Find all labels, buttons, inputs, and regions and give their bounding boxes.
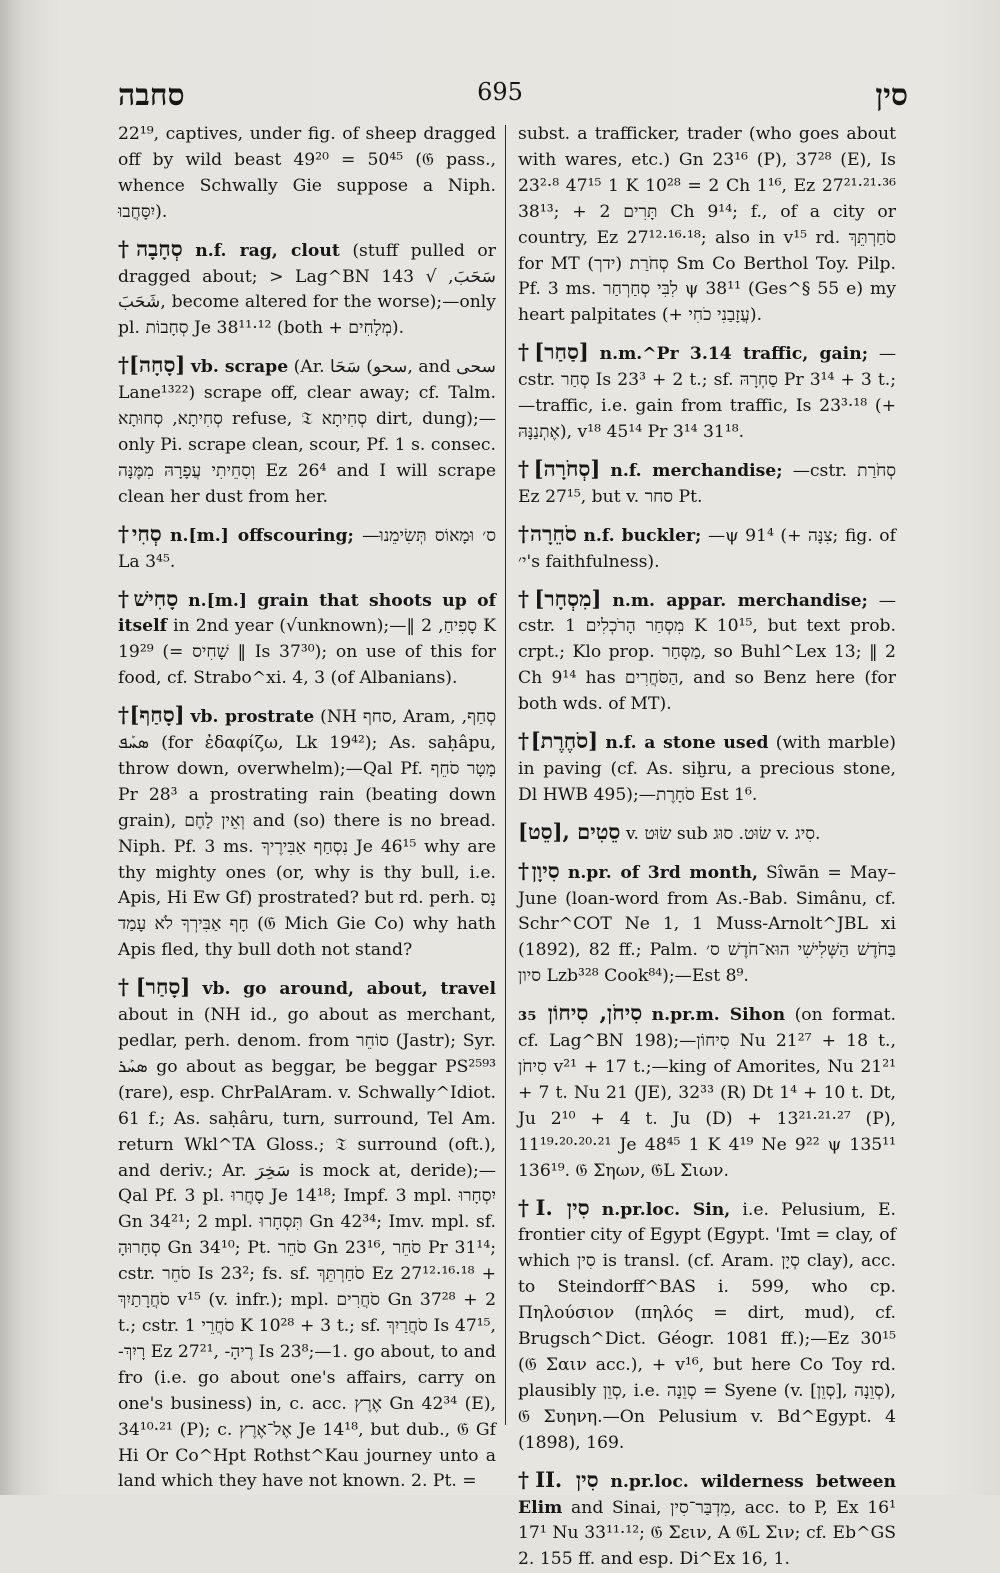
entry-headword: †סֹחֵרָה	[518, 520, 577, 546]
entry-grammar: n.f. rag, clout	[195, 240, 340, 261]
entry-body: (stuff pulled or dragged about; > Lag^BN 143 √ سَحَبَ, شَحَبَ, become altered for the worse);—only pl. סְחָבוֹת Je 38¹¹·¹² (both + מְלָחִים).	[118, 240, 496, 339]
page-number: 695	[477, 78, 523, 106]
dictionary-entry	[518, 456, 896, 511]
entry-headword: †סְחִי	[118, 520, 162, 546]
entry-grammar: vb. scrape	[190, 357, 289, 378]
dictionary-entry	[118, 974, 496, 1495]
entry-headword: †סְחָבָה	[118, 235, 183, 261]
entry-grammar: n.pr.loc. wilderness between Elim	[518, 1471, 896, 1518]
entry-headword: †[סָחַר]	[118, 974, 191, 1000]
dictionary-entry	[518, 858, 896, 991]
dictionary-entry	[518, 339, 896, 446]
right-running-head: סין	[875, 78, 908, 113]
entry-grammar: n.pr.m. Sihon	[651, 1005, 786, 1026]
dictionary-entry	[518, 586, 896, 719]
entry-body: and Sinai, מִדְבַּר־סִין, acc. to P, Ex 16¹ 17¹ Nu 33¹¹·¹²; 𝔊 Σειν, A 𝔊L Σιν; cf. Eb^GS 2. 155 ff. and esp. Di^Ex 16, 1.	[518, 1497, 897, 1570]
left-column	[118, 122, 497, 1492]
entry-headword: †[מִסְחָר]	[518, 585, 602, 611]
entry-body: about in (NH id., go about as merchant, pedlar, perh. denom. from סוֹחֵר (Jastr); Syr. ܣܚܰܪ go about as beggar, be beggar PS²⁵⁹³ (rare), esp. ChrPalAram. v. Schwally^Idiot. 61 f.; As. saḥâru, turn, surround, Tel Am. return Wkl^TA Gloss.; 𝔗 surround (oft.), and deriv.; Ar. سَخِرَ is mock at, deride);—Qal Pf. 3 pl. סָחֲרוּ Je 14¹⁸; Impf. 3 mpl. יִסְחָרוּ Gn 34²¹; 2 mpl. תִּסְחָרוּ Gn 42³⁴; Imv. mpl. sf. סְחָרוּהָ Gn 34¹⁰; Pt. סֹחֵר Gn 23¹⁶, סֹחֵר Pr 31¹⁴; cstr. סֹחֵר Is 23²; fs. sf. סֹחַרְתֵּךְ Ez 27¹²·¹⁶·¹⁸ + סֹחֲרָתַיִךְ v¹⁵ (v. infr.); mpl. סֹחֲרִים Gn 37²⁸ + 2 t.; cstr. סֹחֲרֵי 1 K 10²⁸ + 3 t.; sf. סֹחֲרַיִךְ Is 47¹⁵, -רָיִךְ Ez 27²¹, -רֶיהָ Is 23⁸;—1. go about, to and fro (i.e. go about one's affairs, carry on one's business) in, c. acc. אֶרֶץ Gn 42³⁴ (E), 34¹⁰·²¹ (P); c. אֶל־אֶרֶץ Je 14¹⁸, but dub., 𝔊 Gf Hi Or Co^Hpt Rothst^Kau journey unto a land which they have not known. 2. Pt. =	[118, 1005, 497, 1492]
dictionary-entry	[118, 352, 496, 510]
entry-grammar: vb. prostrate	[190, 707, 315, 728]
entry-headword: †סָחִישׁ	[118, 585, 179, 611]
entry-body: —cstr. סְחַר Is 23³ + 2 t.; sf. סַחְרָהּ Pr 3¹⁴ + 3 t.;—traffic, i.e. gain from traffic, Is 23³·¹⁸ (+ אֶתְנַנָּהּ), v¹⁸ 45¹⁴ Pr 3¹⁴ 31¹⁸.	[518, 344, 896, 442]
entry-grammar: n.f. buckler;	[583, 525, 702, 546]
dictionary-entry	[518, 1467, 896, 1573]
dictionary-entry	[118, 586, 496, 693]
entry-body: (NH סחף, Aram, סְחַף, ܣܚܰܦ (for ἐδαφίζω, Lk 19⁴²); As. saḥâpu, throw down, overwhelm);—Qal Pf. מָטָר סֹחֵף Pr 28³ a prostrating rain (beating down grain), וְאֵין לָחֶם and (so) there is no bread. Niph. Pf. 3 ms. נִסְחַף אַבִּירֶיךָ Je 46¹⁵ why are thy mighty ones (or, why is thy bull, i.e. Apis, Hi Ew Gf) prostrated? but rd. perh. נָס חָף אַבִּירְךָ לֹא עָמַד (𝔊 Mich Gie Co) why hath Apis fled, thy bull doth not stand?	[118, 707, 497, 961]
column-divider	[505, 125, 506, 1425]
entry-grammar: n.[m.] offscouring;	[169, 525, 354, 546]
entry-grammar: n.pr.loc. Sin,	[601, 1199, 731, 1220]
right-column	[518, 122, 897, 1570]
dictionary-entry	[118, 236, 496, 343]
dictionary-entry	[518, 819, 896, 848]
dictionary-entry	[518, 728, 896, 809]
entry-headword: †II. סִין	[518, 1466, 599, 1492]
entry-body: (Ar. سَحَا (سحو, and سحى Lane¹³²²) scrape off, clear away; cf. Talm. סְחִיתָא, סְחוּתָא refuse, 𝔗 סְחִיתָא dirt, dung);—only Pi. scrape clean, scour, Pf. 1 s. consec. וְסִחֵיתִי עֲפָרָהּ מִמֶּנָּה Ez 26⁴ and I will scrape clean her dust from her.	[118, 357, 496, 507]
entry-body: i.e. Pelusium, E. frontier city of Egypt (Egypt. 'Imt = clay, of which סִין is transl. (cf. Aram. סְיָן clay), acc. to Steindorff^BAS i. 599, who cp. Πηλούσιον (πηλός = dirt, mud), cf. Brugsch^Dict. Géogr. 1081 ff.);—Ez 30¹⁵ (𝔊 Σαιν acc.), + v¹⁶, but here Co Toy rd. plausibly סְוֵן, i.e. סְוֵנָה = Syene (v. [סְוֵן], סְוֵנָה), 𝔊 Συηνη.—On Pelusium v. Bd^Egypt. 4 (1898), 169.	[518, 1199, 897, 1453]
entry-body: —ψ 91⁴ (+ צִנָּה; fig. of י׳'s faithfulness).	[518, 525, 897, 572]
entry-headword: †[סָחַף]	[118, 702, 185, 728]
dictionary-entry	[518, 1195, 896, 1457]
entry-body: v. שׂוּט sub שׂוּט. סוּג v. סִיג.	[625, 823, 821, 844]
dictionary-entry	[518, 521, 896, 576]
entry-body: Sîwān = May–June (loan-word from As.-Bab. Simânu, cf. Schr^COT Ne 1, 1 Muss-Arnolt^JBL xi (1892), 82 ff.; Palm. בַּחֹדֶשׁ הַשְּׁלִישִׁי הוּא־חֹדֶשׁ ס׳ סיון Lzb³²⁸ Cook⁸⁴);—Est 8⁹.	[518, 862, 896, 987]
left-running-head: סחבה	[118, 78, 185, 113]
entry-grammar: n.f. a stone used	[605, 733, 769, 754]
entry-headword: †[סֹחֶרֶת]	[518, 728, 599, 754]
entry-headword: †[סַחַר]	[518, 339, 589, 365]
entry-body: —ס׳ וּמָאוֹס תְּשִׂימֵנוּ La 3⁴⁵.	[118, 525, 497, 572]
entry-grammar: vb. go around, about, travel	[202, 979, 496, 1000]
entry-headword: סִיחֹן, סִיחוֹן ₃₅	[518, 1000, 643, 1026]
entry-body: (with marble) in paving (cf. As. siḫru, a precious stone, Dl HWB 495);—סֹחָרֶת Est 1⁶.	[518, 733, 897, 805]
dictionary-entry	[118, 521, 496, 576]
dictionary-entry	[118, 702, 496, 964]
entry-body: (on format. cf. Lag^BN 198);—סִיחוֹן Nu 21²⁷ + 18 t., סִיחֹן v²¹ + 17 t.;—king of Amorites, Nu 21²¹ + 7 t. Nu 21 (JE), 32³³ (R) Dt 1⁴ + 10 t. Dt, Ju 2¹⁰ + 4 t. Ju (D) + 13²¹·²¹·²⁷ (P), 11¹⁹·²⁰·²⁰·²¹ Je 48⁴⁵ 1 K 4¹⁹ Ne 9²² ψ 135¹¹ 136¹⁹. 𝔊 Σηων, 𝔊L Σιων.	[518, 1005, 896, 1181]
entry-headword: †I. סִין	[518, 1194, 590, 1220]
entry-body: —cstr. מִסְחַר הָרֹכְלִים 1 K 10¹⁵, but text prob. crpt.; Klo prop. מַסְּחַר, so Buhl^Lex 13; ‖ 2 Ch 9¹⁴ has הַסֹּחֲרִים, and so Benz here (for both wds. of MT).	[518, 590, 897, 715]
dictionary-entry	[518, 1000, 896, 1184]
entry-body: in 2nd year (√unknown);—‖ סָפִיחַ, 2 K 19²⁹ (= שָׁחִיס ‖ Is 37³⁰); on use of this for food, cf. Strabo^xi. 4, 3 (of Albanians).	[118, 616, 497, 689]
entry-headword: †סִיוָן	[518, 857, 560, 883]
entry-grammar: n.pr. of 3rd month,	[567, 862, 758, 883]
entry-grammar: n.m. appar. merchandise;	[612, 590, 868, 611]
entry-headword: †[סָחָה]	[118, 352, 186, 378]
entry-headword: †[סְחֹרָה]	[518, 455, 601, 481]
entry-body: —cstr. סְחֹרַת Ez 27¹⁵, but v. סחר Pt.	[518, 460, 897, 507]
entry-body: 22¹⁹, captives, under fig. of sheep dragged off by wild beast 49²⁰ = 50⁴⁵ (𝔊 pass., whence Schwally Gie suppose a Niph. יִסָּחֲבוּ).	[118, 124, 496, 222]
entry-grammar: n.f. merchandise;	[610, 460, 783, 481]
entry-grammar: n.[m.] grain that shoots up of itself	[118, 590, 497, 637]
entry-grammar: n.m.^Pr 3.14 traffic, gain;	[599, 344, 869, 365]
dictionary-entry	[518, 122, 896, 329]
dictionary-entry	[118, 122, 496, 226]
entry-body: subst. a trafficker, trader (who goes about with wares, etc.) Gn 23¹⁶ (P), 37²⁸ (E), Is 23²·⁸ 47¹⁵ 1 K 10²⁸ = 2 Ch 1¹⁶, Ez 27²¹·²¹·³⁶ 38¹³; + תָּרִים 2 Ch 9¹⁴; f., of a city or country, Ez 27¹²·¹⁶·¹⁸; also in v¹⁵ rd. סֹחַרְתֵּךְ for MT (ידך) סְחֹרַת Sm Co Berthol Toy. Pilp. Pf. 3 ms. לִבִּי סְחַרְחַר ψ 38¹¹ (Ges^§ 55 e) my heart palpitates (+ עֲזָבַנִי כֹחִי).	[518, 124, 896, 326]
entry-headword: [סֵט], סֵטִים	[518, 818, 621, 844]
